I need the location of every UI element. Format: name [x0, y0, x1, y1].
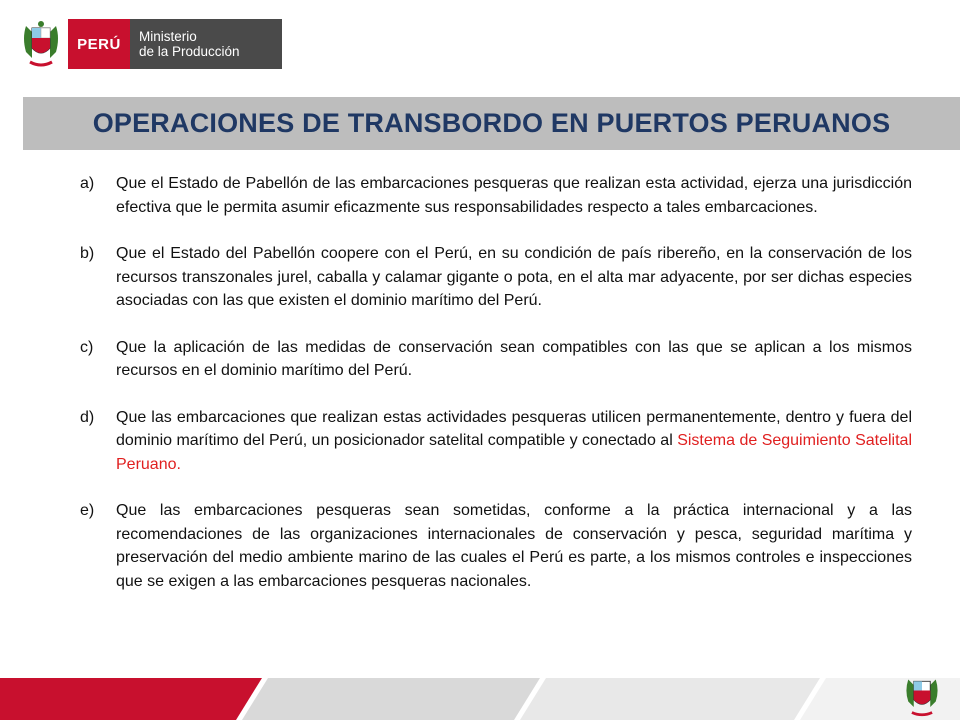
list-item — [80, 242, 912, 313]
ministry-line2: de la Producción — [139, 44, 240, 59]
list-item — [80, 172, 912, 219]
list-item — [80, 406, 912, 477]
title-bar — [23, 97, 960, 150]
list-item — [80, 499, 912, 593]
footer-band — [0, 678, 960, 720]
list-item — [80, 336, 912, 383]
item-letter: e) — [80, 502, 95, 519]
item-text: Que la aplicación de las medidas de conservación sean compatibles con las que se aplican a los mismos recursos en el dominio marítimo del Perú. — [116, 338, 912, 379]
page-title: OPERACIONES DE TRANSBORDO EN PUERTOS PERUANOS — [92, 108, 891, 138]
item-letter: d) — [80, 408, 95, 426]
footer-crest-icon — [902, 674, 942, 718]
requirements-list — [80, 172, 912, 616]
ministry-line1: Ministerio — [139, 29, 197, 44]
item-text: Que el Estado del Pabellón coopere con el Perú, en su condición de país ribereño, en la conservación de los recursos transzonales jurel, caballa y calamar gigante o pota, en el alta mar adyacente, por ser dichas especies asociadas con las que existen el dominio marítimo del Perú. — [116, 245, 912, 309]
item-text-body: Que las embarcaciones que realizan estas actividades pesqueras utilicen permanentemente, dentro y fuera del dominio marítimo del Perú, un posicionador satelital compatible y conectado al — [116, 408, 912, 449]
ministry-name — [130, 19, 282, 69]
peru-label: PERÚ — [68, 19, 130, 69]
item-text: Que las embarcaciones pesqueras sean sometidas, conforme a la práctica internacional y a las recomendaciones de las organizaciones internacionales de conservación y pesca, seguridad marítima y preservación del medio ambiente marino de las cuales el Perú es parte, a los mismos controles e inspecciones que se exigen a las embarcaciones pesqueras nacionales. — [116, 502, 912, 590]
item-text: Que el Estado de Pabellón de las embarcaciones pesqueras que realizan esta actividad, ejerza una jurisdicción efectiva que le permita asumir eficazmente sus responsabilidades respecto a tales embarcaciones. — [116, 175, 912, 216]
item-letter: b) — [80, 245, 95, 262]
satellite-system-highlight: Sistema de Seguimiento Satelital Peruano. — [116, 432, 913, 473]
item-text — [116, 406, 912, 477]
item-letter: a) — [80, 175, 95, 192]
ministry-logo — [20, 14, 282, 74]
item-letter: c) — [80, 338, 94, 356]
national-crest-icon — [20, 18, 62, 70]
